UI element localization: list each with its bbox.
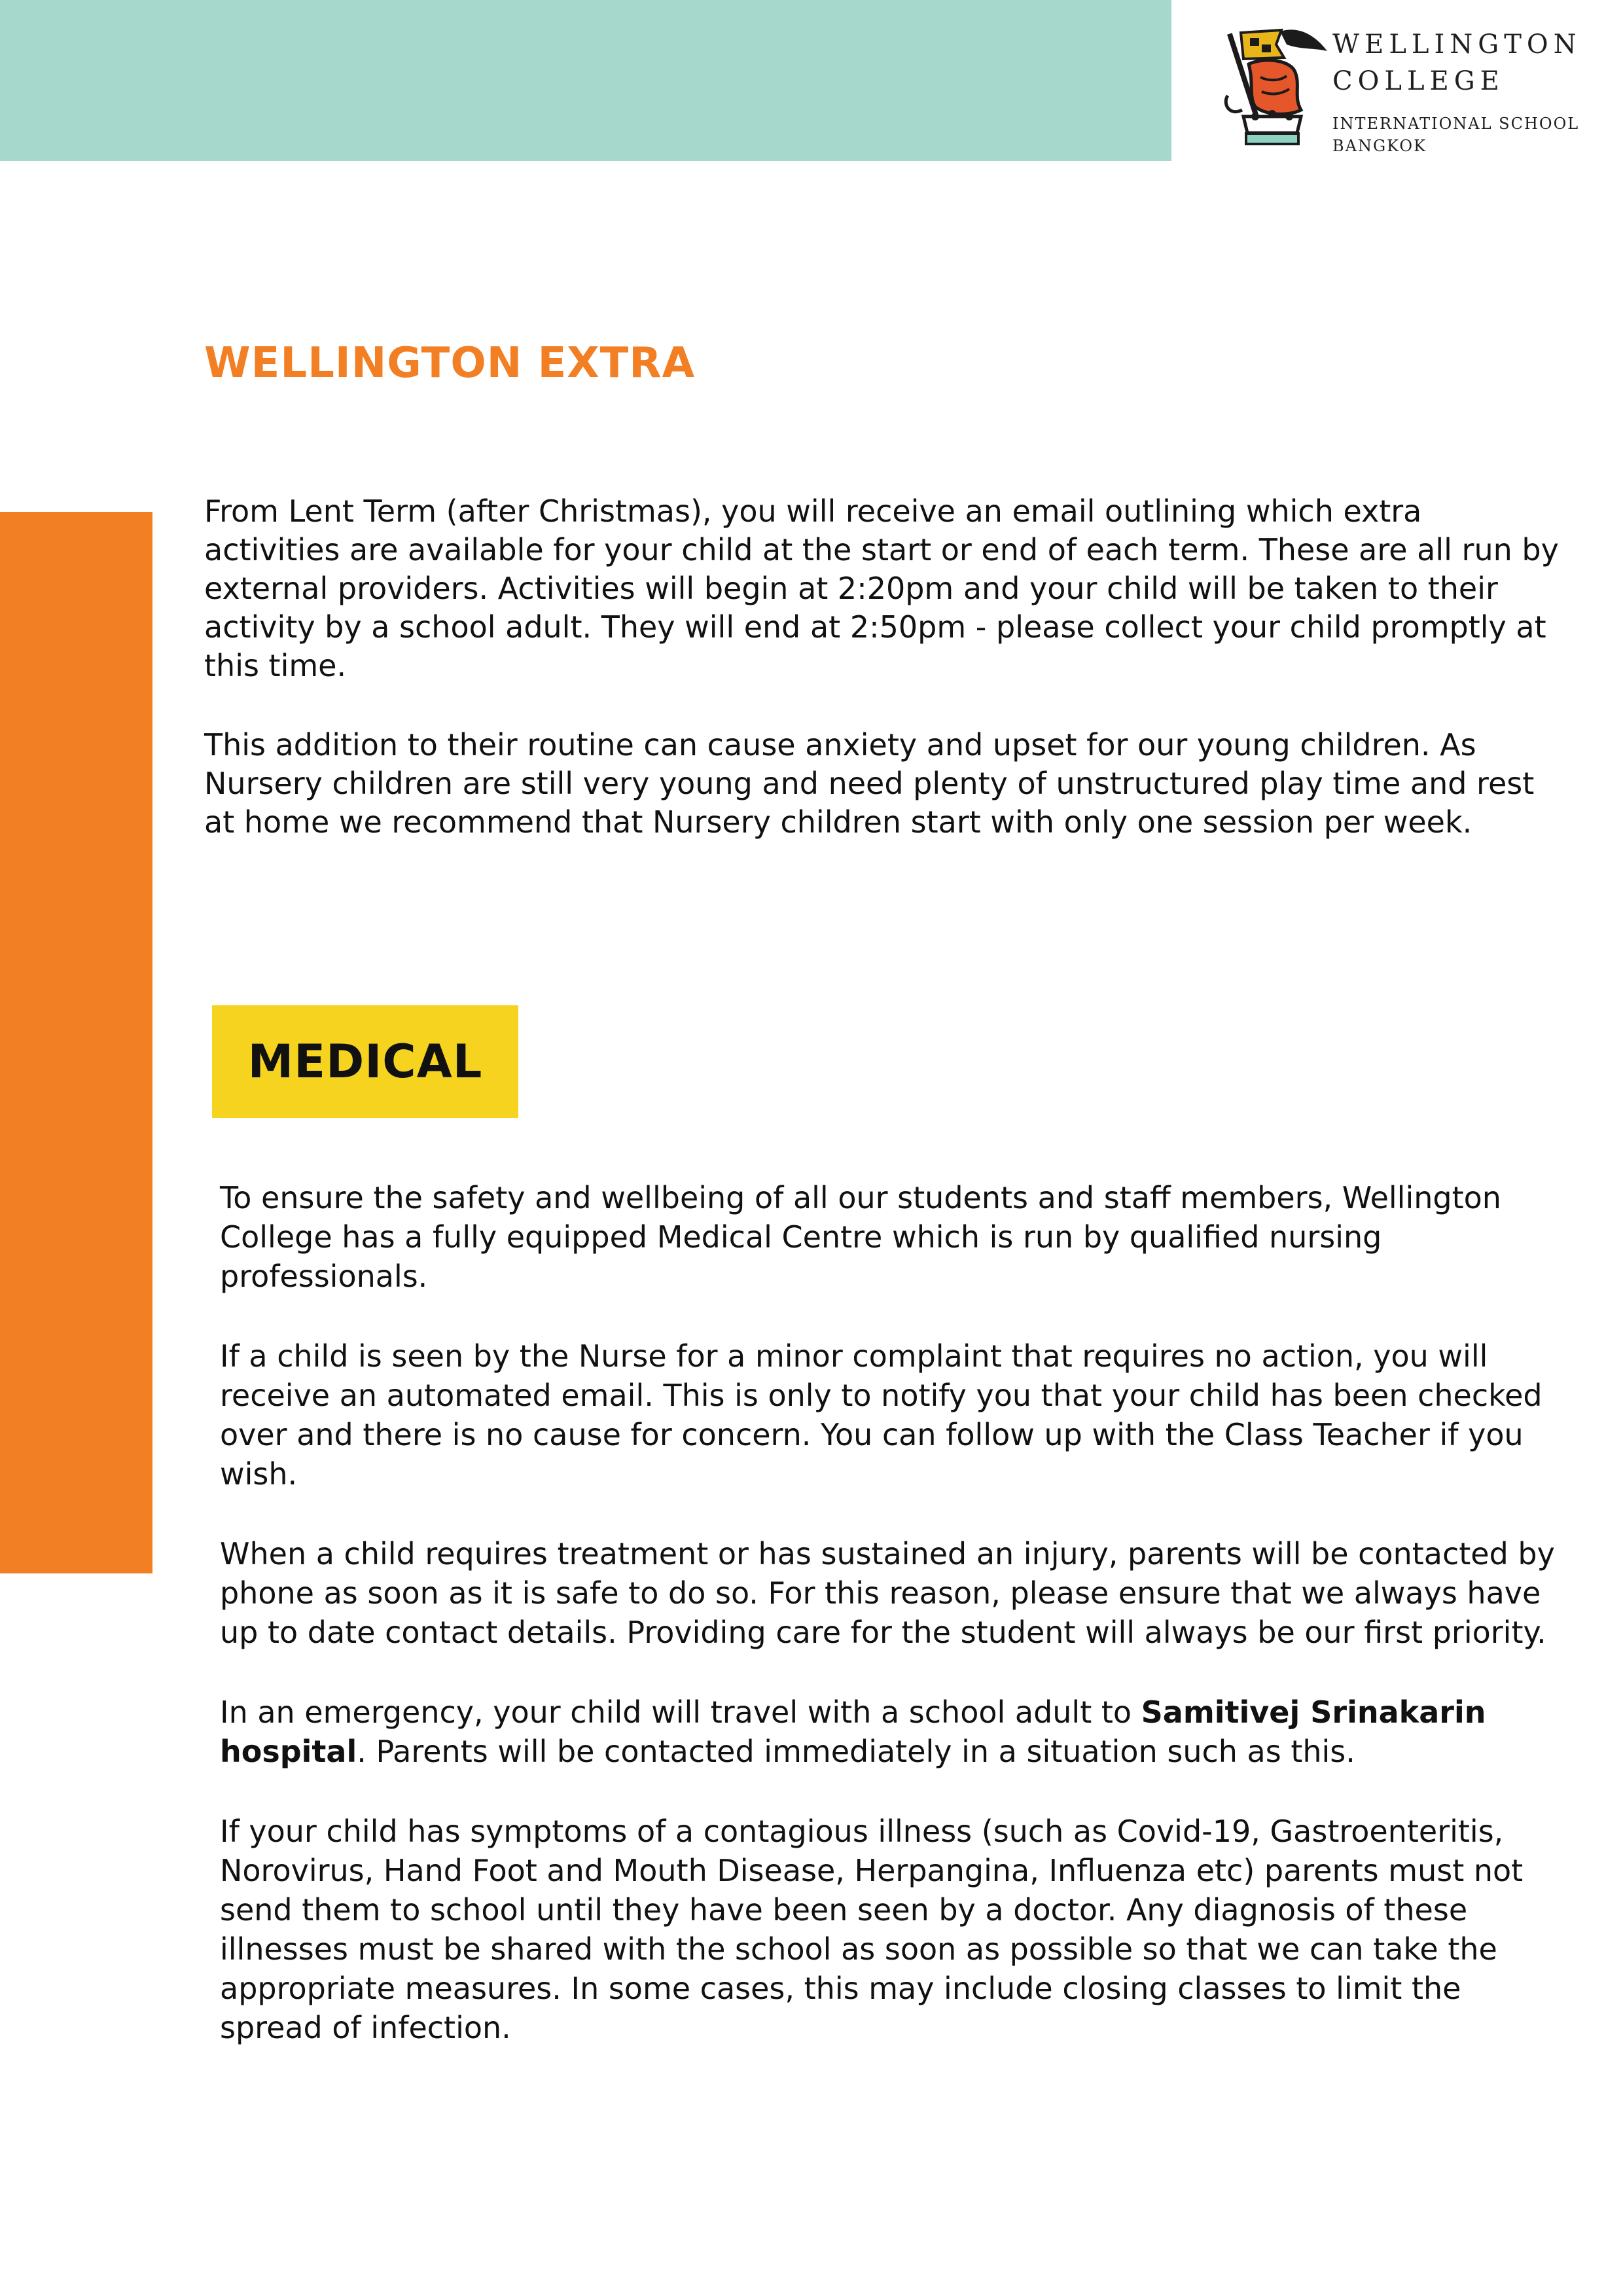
- hospital-name: Samitivej Srinakarin hospital: [220, 1695, 1486, 1769]
- logo-subtitle-line2: BANGKOK: [1332, 137, 1427, 155]
- medical-heading: MEDICAL: [247, 1035, 483, 1088]
- wellington-extra-heading: WELLINGTON EXTRA: [204, 339, 696, 387]
- extra-paragraph: From Lent Term (after Christmas), you will receive an email outlining which extra activities are available for your child at the start or end of each term. These are all run by external providers. Activities will begin at 2:20pm and your child will be taken to their activity by a school adult. They will end at 2:50pm - please collect your child promptly at this time.: [204, 493, 1559, 683]
- side-accent-bar: [0, 512, 152, 1573]
- medical-paragraph: If a child is seen by the Nurse for a minor complaint that requires no action, you will receive an automated email. This is only to notify you that your child has been checked over and there is no cause for concern. You can follow up with the Class Teacher if you wish.: [220, 1338, 1543, 1492]
- emergency-text-before: In an emergency, your child will travel with a school adult to: [220, 1695, 1141, 1730]
- medical-paragraph: When a child requires treatment or has sustained an injury, parents will be contacted by phone as soon as it is safe to do so. For this reason, please ensure that we always have up to date contact details. Providing care for the student will always be our first priority.: [220, 1536, 1555, 1650]
- wellington-extra-body: [204, 492, 1565, 842]
- logo-name-line1: WELLINGTON: [1332, 29, 1582, 60]
- header-band: [0, 0, 1171, 161]
- emergency-text-after: . Parents will be contacted immediately in a situation such as this.: [357, 1734, 1355, 1769]
- medical-heading-badge: [212, 1005, 518, 1118]
- logo-text: [1332, 26, 1582, 157]
- emergency-paragraph: [220, 1693, 1568, 1771]
- logo-name-line2: COLLEGE: [1332, 66, 1505, 96]
- heraldic-crest-icon: [1203, 18, 1334, 156]
- medical-body: [220, 1178, 1568, 2047]
- school-logo: [1203, 18, 1609, 156]
- contagious-illness-paragraph: If your child has symptoms of a contagious illness (such as Covid-19, Gastroenteritis, Norovirus, Hand Foot and Mouth Disease, Herpangina, Influenza etc) parents must not send them to school until they have been seen by a doctor. Any diagnosis of these illnesses must be shared with the school as soon as possible so that we can take the appropriate measures. In some cases, this may include closing classes to limit the spread of infection.: [220, 1814, 1524, 2045]
- medical-paragraph: To ensure the safety and wellbeing of all our students and staff members, Wellington College has a fully equipped Medical Centre which is run by qualified nursing professionals.: [220, 1180, 1501, 1294]
- extra-paragraph: This addition to their routine can cause anxiety and upset for our young children. As Nursery children are still very young and need plenty of unstructured play time and rest at home we recommend that Nursery children start with only one session per week.: [204, 727, 1535, 840]
- logo-subtitle-line1: INTERNATIONAL SCHOOL: [1332, 115, 1580, 133]
